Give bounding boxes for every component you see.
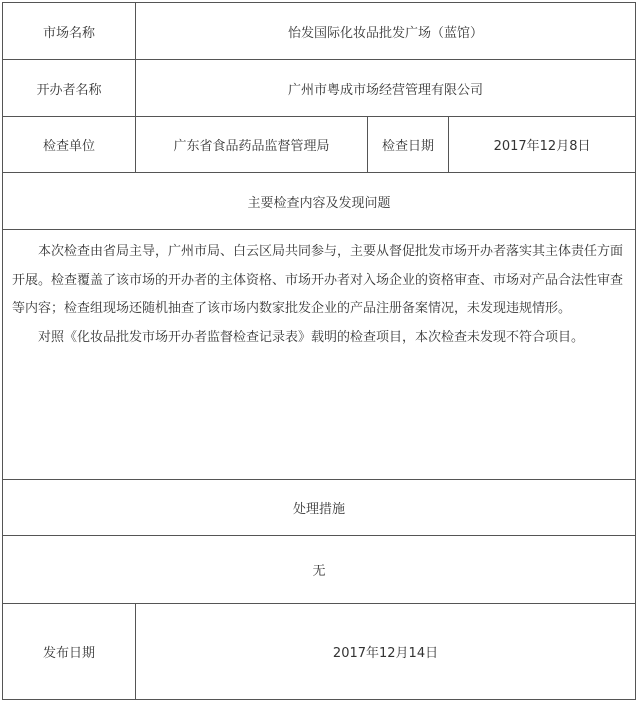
market-name-value: 怡发国际化妆品批发广场（蓝馆） <box>136 3 636 60</box>
inspection-date-label: 检查日期 <box>368 117 449 173</box>
measures-value-row <box>3 536 636 604</box>
inspection-record-table <box>2 2 636 700</box>
publish-date-label: 发布日期 <box>3 604 136 700</box>
organizer-label: 开办者名称 <box>3 60 136 117</box>
market-name-label: 市场名称 <box>3 3 136 60</box>
inspector-label: 检查单位 <box>3 117 136 173</box>
measures-value: 无 <box>3 536 636 604</box>
findings-paragraph-2: 对照《化妆品批发市场开办者监督检查记录表》载明的检查项目，本次检查未发现不符合项目。 <box>38 329 585 345</box>
findings-header: 主要检查内容及发现问题 <box>3 173 636 230</box>
findings-paragraph-1: 本次检查由省局主导，广州市局、白云区局共同参与，主要从督促批发市场开办者落实其主体责任方面开展。检查覆盖了该市场的开办者的主体资格、市场开办者对入场企业的资格审查、市场对产品合法性审查等内容；检查组现场还随机抽查了该市场内数家批发企业的产品注册备案情况，未发现违规情形。 <box>12 244 624 316</box>
findings-header-row <box>3 173 636 230</box>
measures-header: 处理措施 <box>3 480 636 536</box>
inspection-date-value: 2017年12月8日 <box>449 117 636 173</box>
publish-date-row <box>3 604 636 700</box>
market-name-row <box>3 3 636 60</box>
organizer-value: 广州市粤成市场经营管理有限公司 <box>136 60 636 117</box>
inspector-value: 广东省食品药品监督管理局 <box>136 117 368 173</box>
measures-header-row <box>3 480 636 536</box>
inspector-row <box>3 117 636 173</box>
findings-content-row <box>3 230 636 480</box>
publish-date-value: 2017年12月14日 <box>136 604 636 700</box>
organizer-row <box>3 60 636 117</box>
findings-content <box>3 230 636 480</box>
